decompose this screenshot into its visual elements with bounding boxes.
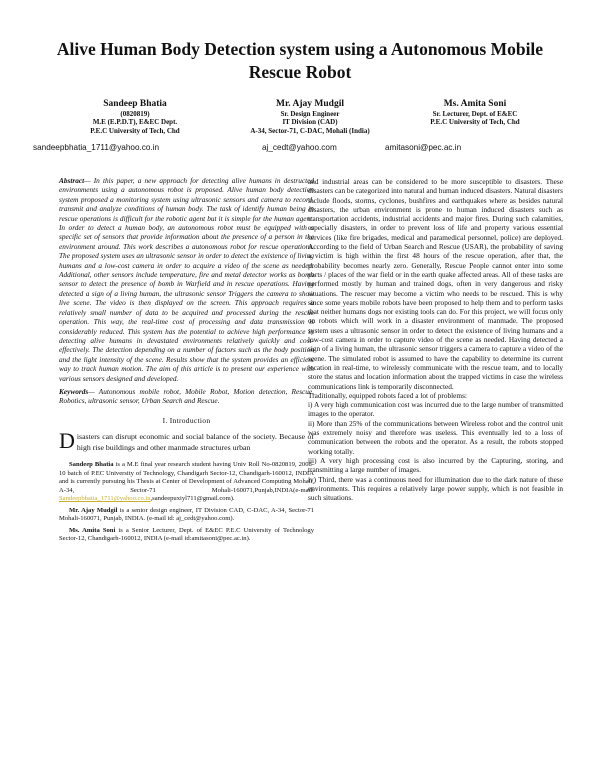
author-email: amitasoni@pec.ac.in xyxy=(385,143,462,152)
author-line: A-34, Sector-71, C-DAC, Mohali (India) xyxy=(250,126,370,135)
author-line: M.E (E.P.D.T), E&EC Dept. xyxy=(92,118,178,127)
author-line: P.E.C University of Tech, Chd xyxy=(430,118,520,127)
list-item: ii) More than 25% of the communications between Wireless robot and the control unit was extremely noisy and therefore was useless. This eventually led to a loss of communication between the robots and the operator. As a result, the robots stopped working totally. xyxy=(308,418,563,456)
list-item: iii) A very high processing cost is also incurred by the Capturing, storing, and transmitting a large number of images. xyxy=(308,455,563,475)
keywords xyxy=(59,387,314,406)
author-email: aj_cedt@yahoo.com xyxy=(262,143,337,152)
author-name: Sandeep Bhatia xyxy=(103,99,167,109)
drop-cap: D xyxy=(59,428,75,454)
right-column xyxy=(308,177,563,502)
abstract-label: Abstract xyxy=(59,176,85,185)
author-footnotes xyxy=(59,461,314,544)
abstract-text: — In this paper, a new approach for detecting alive humans in destructed environments using a autonomous robot is proposed. Alive human body detection system proposed a monitoring system using ultrasonic sensors and camera to record, transmit and analyze conditions of human body. The task of identify human being in rescue operations is difficult for the robotic agent but it is simple for the human agent. In order to detect a human body, an autonomous robot must be equipped with a specific set of sensors that provide information about the presence of a person in the environment around. This work describes a autonomous robot for rescue operations. The proposed system uses an ultrasonic sensor in order to detect the existence of living humans and a low-cost camera in order to acquire a video of the scene as needed. Additional, other sensors include temperature, fire and metal detector works as bomb sensor to detect the presence of bomb in Warfield and in rescue operations. Having detected a sign of a living human, the ultrasonic sensor Triggers the camera to show live scene. The video is then displayed on the screen. This approach requires a relatively small number of data to be acquired and processed during the rescue operation. This way, the real-time cost of processing and data transmission is considerably reduced. This system has the potential to achieve high performance in detecting alive humans in devastated environments relatively quickly and cost-effectively. The detection depending on a number of factors such as the body position and the light intensity of the scene. Results show that the system provides an efficient way to track human motion. The aim of this article is to present our experience with various sensors designed and developed. xyxy=(59,176,314,383)
author-line: P.E.C University of Tech, Chd xyxy=(90,126,180,135)
list-item: iv) Third, there was a continuous need for illumination due to the dark nature of these environments. This requires a relatively large power supply, which is not feasible in such situations. xyxy=(308,474,563,503)
paper-title: Alive Human Body Detection system using a Autonomous Mobile Rescue Robot xyxy=(56,39,544,82)
author-line: Sr. Design Engineer xyxy=(280,110,340,118)
author-2 xyxy=(225,98,395,135)
footnote: Ms. Amita Soni is a Senior Lecturer, Dept. of E&EC P.E.C University of Technology Sector-12, Chandigarh-160012, INDIA (e-mail id:amitasoni@pec.ac.in). xyxy=(59,526,315,543)
left-column xyxy=(59,176,314,547)
footnote: Sandeep Bhatia is a M.E final year research student having Univ Roll No-0820819, 2008-10 batch of P.EC University of Technology, Chandigarh Sector-12, Chandigarh-160012, INDIA and is currently pursuing his Thesis at Center of Development of Advanced Computing Mohali, A-34, Sector-71 Mohali-160071,Punjab,INDIA(e-mail: Sandeepbhatia_1711@yahoo.co.in,sandeepuxiyl711@gmail.com). xyxy=(59,461,314,503)
author-name: Mr. Ajay Mudgil xyxy=(276,99,344,109)
list-item: i) A very high communication cost was incurred due to the large number of transmitted images to the operator. xyxy=(308,400,563,419)
author-name: Ms. Amita Soni xyxy=(443,99,507,109)
intro-paragraph xyxy=(59,428,314,454)
intro-text: isasters can disrupt economic and social balance of the society. Because of high rise buildings and other manmade structures urban xyxy=(76,432,314,453)
author-3 xyxy=(390,98,560,127)
section-heading: I. Introduction xyxy=(162,415,211,425)
author-line: Sr. Lecturer, Dept. of E&EC xyxy=(432,110,518,118)
author-line: IT Division (CAD) xyxy=(282,118,338,127)
keywords-label: Keywords xyxy=(59,386,89,396)
keywords-text: — Autonomous mobile robot, Mobile Robot, Motion detection, Rescue, Robotics, ultrasonic sensor, Urban Search and Rescue. xyxy=(59,386,314,406)
email-row xyxy=(33,143,580,155)
author-line: (0820819) xyxy=(120,110,150,118)
body-paragraph: and industrial areas can be considered to be more susceptible to disasters. These disasters can be categorized into natural and human induced disasters. Natural disasters include floods, storms, cyclones, bushfires and earthquakes where as besides natural disasters, the urban environment is prone to human induced disasters such as transportation accidents, industrial accidents and major fires. During such calamities, especially disasters, in order to prevent loss of life and property various essential services (like fire brigades, medical and paramedical personnel, police) are deployed. According to the field of Urban Search and Rescue (USAR), the probability of saving a victim is high within the first 48 hours of the rescue operation, after that, the probability becomes nearly zero. Generally, Rescue People cannot enter into some parts / places of the war field or in the earth quake affected areas. All of these tasks are performed mostly by human and trained dogs, often in very dangerous and risky situations. The rescuer may become a victim who needs to be rescued. This is why since some years mobile robots have been proposed to help them and to perform tasks that neither humans dogs nor existing tools can do. For this project, we will focus only on robots which will work in a disaster environment of manmade. The proposed system uses a ultrasonic sensor in order to detect the existence of living humans and a low-cost camera in order to capture video of the scene as needed. Having detected a sign of a living human, the ultrasonic sensor triggers a camera to capture a video of the scene. The simulated robot is assumed to have the capability to determine its current location in real-time, to wirelessly communicate with the rescue team, and to locally store the status and location information about the trapped victims in case the wireless communications link is temporarily disconnected. xyxy=(308,177,563,391)
author-1 xyxy=(50,98,220,135)
email-link[interactable]: Sandeepbhatia_1711@yahoo.co.in xyxy=(59,495,151,503)
footnote: Mr. Ajay Mudgil is a senior design engineer, IT Division CAD, C-DAC, A-34, Sector-71 Mohali-160071, Punjab, INDIA. (e-mail id: aj_cedt@yahoo.com). xyxy=(59,506,314,523)
body-paragraph: Traditionally, equipped robots faced a lot of problems: xyxy=(308,390,467,400)
author-email: sandeepbhatia_1711@yahoo.co.in xyxy=(33,143,160,152)
abstract xyxy=(59,176,314,383)
